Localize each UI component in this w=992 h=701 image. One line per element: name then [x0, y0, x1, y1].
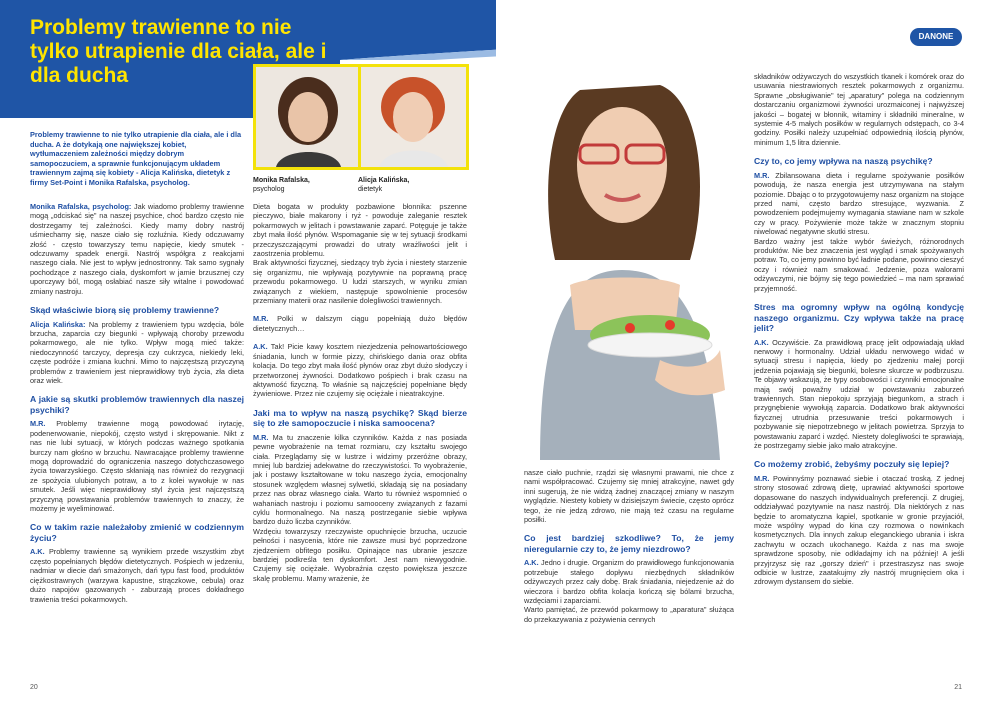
page-number-right: 21 — [954, 684, 962, 691]
heading: Jaki ma to wpływ na naszą psychikę? Skąd bierze się to złe samopoczucie i niska samoocena? — [253, 407, 467, 429]
danone-logo: DANONE — [910, 28, 962, 46]
column-2: Dieta bogata w produkty pozbawione błonnika: pszenne pieczywo, białe makarony i ryż - powoduje zaleganie resztek pokarmowych w jelitach i powstawanie zaparć. Potęguje je także zbyt mała ilość płynów. Wspomaganie się w tej sytuacji środkami przeczyszczającymi prowadzi do utraty wrażliwości jelit i zaostrzenia problemu. Brak aktywności fizycznej, siedzący tryb życia i niestety starzenie się organizmu, nie wpływają pozytywnie na poprawną pracę przewodu pokarmowego. U ludzi starszych, w wyniku zmian związanych z wiekiem, następuje spowolnienie procesów przemiany materii oraz nasilenie dolegliwości trawiennych. M.R. Polki w dalszym ciągu popełniają dużo błędów dietetycznych… A.K. Tak! Picie kawy kosztem niezjedzenia pełnowartościowego śniadania, lunch w formie pizzy, chińskiego dania oraz obfita kolacja. Do tego zbyt mała ilość płynów oraz zbyt dużo słodyczy i przetworzonej żywności. Dodatkowo pośpiech i brak czasu na aktywność fizyczną. To właśnie są najczęściej popełniane błędy żywieniowe. Przez nie czujemy się ociężałe i nieatrakcyjne. Jaki ma to wpływ na naszą psychikę? Skąd bierze się to złe samopoczucie i niska samoocena? M.R. Ma tu znaczenie kilka czynników. Każda z nas posiada pewne wyobrażenie na temat rozmiaru, czy kształtu swojego ciała. Przeglądamy się w lustrze i widzimy przeróżne obrazy, mniej lub bardziej adekwatne do rzeczywistości. To wyobrażenie, jak i postawy kształtowane w toku naszego życia, emocjonalny stosunek względem własnej sylwetki, składają się na posiadany przez nas obraz własnego ciała. Warto tu również wspomnieć o wahaniach nastroju i poziomu samooceny związanych z fazami cyklu hormonalnego. Na naszą postrzeganie siebie wpływa bardzo dużo liczba czynników. Wzdęciu towarzyszy rzeczywiste opuchnięcie brzucha, uczucie pełności i nasycenia, które nie zawsze musi być poprzedzone zjedzeniem obfitego posiłku. Opinające nas ubranie jeszcze bardziej podkreśla ten dyskomfort. Jest nam niewygodnie. Czujemy się ociężałe. Wyobraźnia często powiększa jeszcze skalę problemu. Mamy wrażenie, że — [253, 202, 468, 583]
lead-paragraph: Problemy trawienne to nie tylko utrapienie dla ciała, ale i dla ducha. A że dotykają one największej kobiet, wytłumaczeniem zależności między dobrym samopoczuciem, a sprawnie funkcjonującym układem trawiennym zajmą się kobiety - Alicja Kalińska, dietetyk z firmy Set-Point i Monika Rafalska, psycholog. — [30, 130, 242, 187]
heading: Skąd właściwie biorą się problemy trawienne? — [30, 305, 220, 316]
photo-monika — [253, 64, 364, 170]
page-title: Problemy trawienne to nie tylko utrapienie dla ciała, ale i dla ducha — [30, 16, 327, 87]
heading: Co jest bardziej szkodliwe? To, że jemy nieregularnie czy to, że jemy niezdrowo? — [524, 533, 734, 554]
heading: Co możemy zrobić, żebyśmy poczuły się lepiej? — [754, 459, 950, 470]
caption-monika: Monika Rafalska, psycholog — [253, 177, 310, 193]
page-number-left: 20 — [30, 684, 38, 691]
column-1: Monika Rafalska, psycholog: Jak wiadomo problemy trawienne mogą „odciskać się" na naszej psychice, choć bardzo często nie dostrzegamy tej zależności. Kiedy mamy dobry nastrój uśmiechamy się, nasze ciało się rozluźnia. Kiedy odczuwamy złość - często towarzyszy temu napięcie, kiedy smutek - odczuwamy spadek energii. Nastrój współgra z reakcjami naszego ciała. Nie jest to wpływ jednostronny. Tak samo sygnały pochodzące z naszego ciała, dyskomfort w jamie brzusznej czy uporczywy ból, mogą osłabiać nasze siły witalne i powodować zmiany nastroju. Skąd właściwie biorą się problemy trawienne? Alicja Kalińska: Na problemy z trawieniem typu wzdęcia, bóle brzucha, zaparcia czy biegunki - wpływają choroby przewodu pokarmowego, ale nie tylko. Wpływ mogą mieć także: niedoczynność tarczycy, depresja czy cukrzyca, niekiedy leki, częste podróże i zmiana kuchni. Mimo to najczęstszą przyczyną problemów z trawieniem jest nieprawidłowy tryb życia, zła dieta oraz wiek. A jakie są skutki problemów trawiennych dla naszej psychiki? M.R. Problemy trawienne mogą powodować irytację, podenerwowanie, niepokój, często wstyd i skrępowanie. Nikt z nas nie lubi sytuacji, w których podczas ważnego spotkania burczy nam głośno w brzuchu. Nawracające problemy trawienne mogą doprowadzić do ograniczenia naszego dotychczasowego życia towarzyskiego. Często skłaniają nas również do rezygnacji ze spożycia ulubionych potraw, a to z kolei wywołuje w nas smutek. Jeśli więc nieprawidłowy styl życia jest najczęstszą przyczyną powstawania problemów trawiennych to znaczy, że możemy je wyeliminować. Co w takim razie należałoby zmienić w codziennym życiu? A.K. Problemy trawienne są wynikiem przede wszystkim zbyt często popełnianych błędów dietetycznych. Pośpiech w jedzeniu, nadmiar w diecie dań smażonych, dań typu fast food, produktów ciężkostrawnych (warzywa kapustne, strączkowe, cebula) oraz dużo napojów gazowanych - zaburzają proces dokładnego trawienia treści pokarmowych. — [30, 202, 244, 604]
column-4: składników odżywczych do wszystkich tkanek i komórek oraz do usuwania niestrawionych resztek pokarmowych z organizmu. Sprawne „obsługiwanie" tej „aparatury" polega na codziennym dostarczaniu organizmowi żywności urozmaiconej i najwyższej jakości – bogatej w błonnik, witaminy i składniki mineralne, w systemie 4-5 małych posiłków w regularnych odstępach, co 3-4 godziny. Posiłki należy uzupełniać odpowiednią ilością płynów, minimum 1,5 litra dziennie. Czy to, co jemy wpływa na naszą psychikę? M.R. Zbilansowana dieta i regularne spożywanie posiłków powodują, że nasza energia jest utrzymywana na stałym poziomie. Dbając o to przygotowujemy nasz organizm na stojące przed nami, często bardzo stresujące, wyzwania. Z powodzeniem podejmujemy wymagania stawiane nam w szkole czy w pracy. Pożywienie może także w znacznym stopniu niwelować negatywne skutki stresu. Bardzo ważny jest także wybór świeżych, różnorodnych produktów. Nie bez znaczenia jest wygląd i smak spożywanych potraw. To, co jemy powinno być ładnie podane, powinno cieszyć oczy i również nam smakować. Jedzenie, poza walorami odżywczymi, nie bójmy się tego powiedzieć – ma nam sprawiać przyjemność. Stres ma ogromny wpływ na ogólną kondycję naszego organizmu. Czy wpływa także na pracę jelit? A.K. Oczywiście. Za prawidłową pracę jelit odpowiadają układ nerwowy i hormonalny. Udział układu nerwowego widać w sytuacji stresu i napięcia, kiedy po zjedzeniu małej porcji jedzenia pojawiają się biegunki, bolesne skurcze w podbrzuszu. Te objawy wskazują, że typy osobowości i czynniki emocjonalne mają swój powažny udział w powstawaniu zaburzeń trawiennych. Stan niepokoju sprzyjają biegunkom, a strach i przygnębienie wywołują zaparcia. Dodatkowo brak aktywności fizycznej utrudnia przesuwanie treści pokarmowych i pozbywanie się niepotrzebnego w jelitach powietrza. Sprzyja to powstawaniu zaparć i wzdęć. Niestety dolegliwości te sprawiają, że postrzegamy siebie jako mało atrakcyjne. Co możemy zrobić, żebyśmy poczuły się lepiej? M.R. Powinnyśmy poznawać siebie i otaczać troską. Z jednej strony stosować zdrową dietę, uprawiać aktywności sportowe dopasowane do naszych indywidualnych preferencji. Z drugiej, oddziaływać pozytywnie na nasz nastrój. Dla niektórych z nas będzie to aromatyczna kąpiel, spotkanie w gronie przyjaciół, może wspólny wypad do kina czy rozmowa o nowinkach kosmetycznych. Dla innych zakup eleganckiego ubrania i iskra zachwytu w oczach ukochanego. Każda z nas ma swoje sprawdzone sposoby, nie odkładajmy ich na później! A jeśli przyjrzysz się raz „gorszy dzień" i przestraszysz nas swoje odbicie w lustrze, zaatakujmy zły nastrój mrugnięciem oka i zdrowym dystansem do siebie. — [754, 72, 965, 587]
heading: A jakie są skutki problemów trawiennych dla naszej psychiki? — [30, 394, 244, 415]
column-3: nasze ciało puchnie, rządzi się własnymi prawami, nie chce z nami współpracować. Czujemy się mniej atrakcyjne, nawet gdy inni sugerują, że nie widzą żadnej znaczącej zmiany w naszym wyglądzie. Niestety kobiety w dzisiejszym świecie, często oprócz tego, że nie jedzą zdrowo, nie mają też czasu na regularne posiłki. Co jest bardziej szkodliwe? To, że jemy nieregularnie czy to, że jemy niezdrowo? A.K. Jedno i drugie. Organizm do prawidłowego funkcjonowania potrzebuje stałego dopływu niezbędnych składników odżywczych przez cały dobę. Brak śniadania, niejedzenie aż do wieczora i bardzo obfita kolacja kończą się bólami brzucha, wzdęciami i zaparciami. Warto pamiętać, że przewód pokarmowy to „aparatura" służąca do przekazywania z pożywienia cennych — [524, 468, 734, 624]
caption-alicja: Alicja Kalińska, dietetyk — [358, 177, 410, 193]
woman-eating-salad-image — [510, 70, 740, 460]
heading: Stres ma ogromny wpływ na ogólną kondycję naszego organizmu. Czy wpływa także na pracę jelit? — [754, 302, 964, 334]
heading: Czy to, co jemy wpływa na naszą psychikę? — [754, 156, 933, 167]
heading: Co w takim razie należałoby zmienić w codziennym życiu? — [30, 522, 244, 543]
photo-alicja — [358, 64, 469, 170]
